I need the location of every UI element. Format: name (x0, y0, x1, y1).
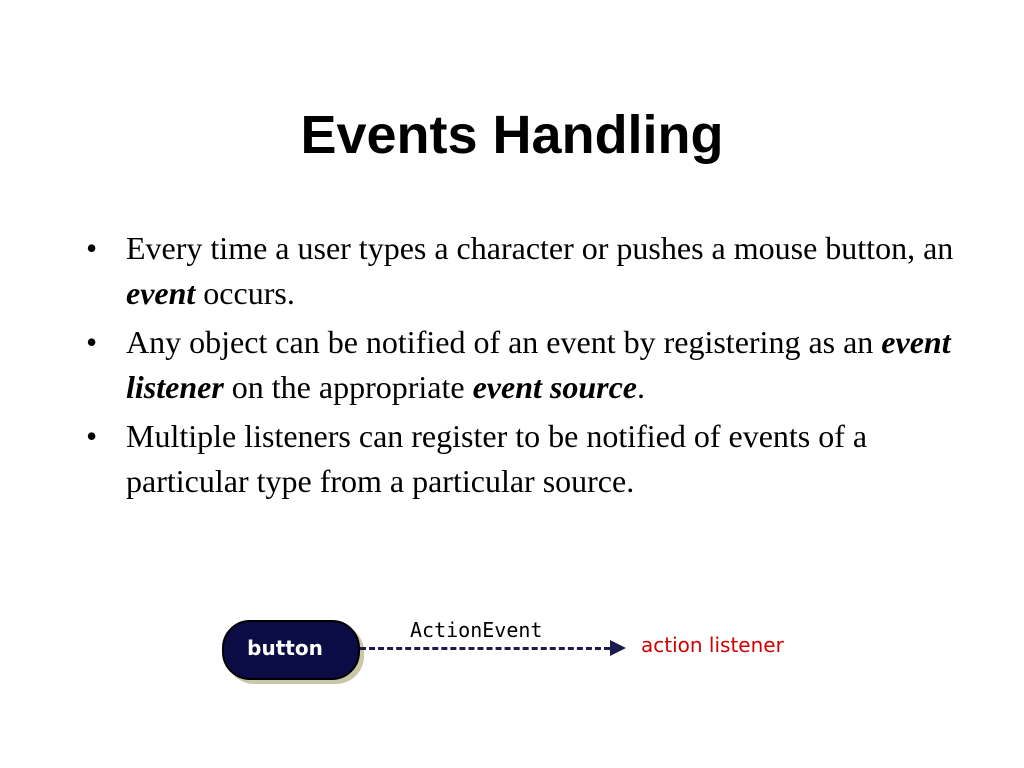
slide-title: Events Handling (300, 105, 724, 165)
bullet-list (86, 226, 966, 508)
emphasis-text: event (126, 275, 196, 311)
bullet-text: . (636, 369, 645, 405)
bullet-text: occurs. (195, 275, 295, 311)
bullet-item (86, 226, 966, 316)
bullet-marker: • (86, 324, 98, 360)
bullet-text: Every time a user types a character or pushes a mouse button, an (126, 230, 954, 266)
arrow-head-icon (610, 640, 626, 656)
bullet-item (86, 320, 966, 410)
bullet-marker: • (86, 418, 98, 454)
bullet-marker: • (86, 230, 98, 266)
action-listener-label: action listener (641, 633, 784, 657)
bullet-text: Any object can be notified of an event by registering as an (126, 324, 882, 360)
button-label: button (247, 636, 323, 660)
action-event-diagram (220, 612, 820, 688)
emphasis-text: event listener (126, 324, 951, 405)
bullet-item (86, 414, 966, 504)
action-event-label: ActionEvent (410, 618, 543, 642)
dashed-arrow-line (360, 647, 610, 650)
bullet-text: on the appropriate (223, 369, 473, 405)
button-shape (222, 620, 360, 680)
bullet-text: Multiple listeners can register to be notified of events of a particular type from a particular source. (126, 418, 868, 499)
emphasis-text: event source (472, 369, 637, 405)
